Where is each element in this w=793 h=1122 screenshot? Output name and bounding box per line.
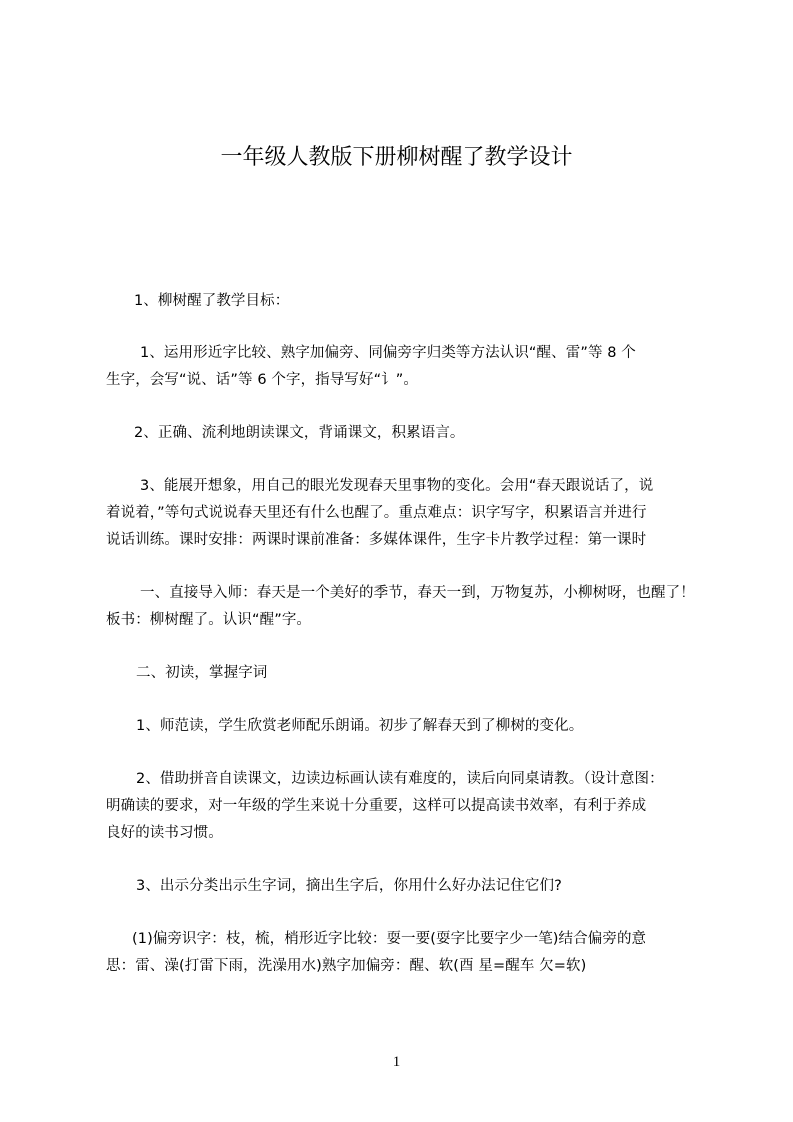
paragraph-6 bbox=[106, 660, 706, 687]
text-line: 板书：柳树醒了。认识“醒”字。 bbox=[106, 612, 312, 628]
text-line: 1、师范读，学生欣赏老师配乐朗诵。初步了解春天到了柳树的变化。 bbox=[136, 718, 584, 734]
text-line: 2、正确、流利地朗读课文，背诵课文，积累语言。 bbox=[134, 425, 465, 441]
paragraph-8 bbox=[106, 766, 706, 847]
text-line: (1)偏旁识字：枝，梳，梢形近字比较：耍一要(耍字比要字少一笔)结合偏旁的意 bbox=[132, 931, 647, 947]
text-line: 2、借助拼音自读课文，边读边标画认读有难度的，读后向同桌请教。（设计意图： bbox=[136, 771, 664, 787]
text-line: 3、出示分类出示生字词，摘出生字后，你用什么好办法记住它们? bbox=[136, 878, 562, 894]
paragraph-7 bbox=[106, 713, 706, 740]
text-line: 说话训练。课时安排：两课时课前准备：多媒体课件，生字卡片教学过程：第一课时 bbox=[106, 532, 647, 548]
paragraph-5 bbox=[106, 580, 706, 634]
text-line: 生字，会写“说、话”等 6 个字，指导写好“讠”。 bbox=[106, 372, 418, 388]
page-number: 1 bbox=[392, 1054, 401, 1070]
text-line: 明确读的要求，对一年级的学生来说十分重要，这样可以提高读书效率，有利于养成 bbox=[106, 798, 647, 814]
document-title: 一年级人教版下册柳树醒了教学设计 bbox=[220, 145, 573, 170]
text-line: 着说着，”等句式说说春天里还有什么也醒了。重点难点：识字写字，积累语言并进行 bbox=[106, 505, 647, 521]
paragraph-10 bbox=[106, 926, 706, 980]
text-line: 二、初读，掌握字词 bbox=[136, 665, 268, 681]
text-line: 良好的读书习惯。 bbox=[106, 825, 223, 841]
paragraph-2 bbox=[106, 340, 706, 394]
paragraph-4 bbox=[106, 473, 706, 554]
paragraph-3 bbox=[106, 420, 706, 447]
text-line: 3、能展开想象，用自己的眼光发现春天里事物的变化。会用“春天跟说话了，说 bbox=[140, 478, 654, 494]
text-line: 思：雷、澡(打雷下雨，洗澡用水)熟字加偏旁：醒、软(酉 星=醒车 欠=软) bbox=[106, 958, 587, 974]
text-line: 一、直接导入师：春天是一个美好的季节，春天一到，万物复苏，小柳树呀，也醒了！ bbox=[140, 585, 695, 601]
paragraph-9 bbox=[106, 873, 706, 900]
text-line: 1、柳树醒了教学目标： bbox=[134, 293, 290, 309]
paragraph-1 bbox=[106, 288, 706, 315]
text-line: 1、运用形近字比较、熟字加偏旁、同偏旁字归类等方法认识“醒、雷”等 8 个 bbox=[140, 345, 636, 361]
